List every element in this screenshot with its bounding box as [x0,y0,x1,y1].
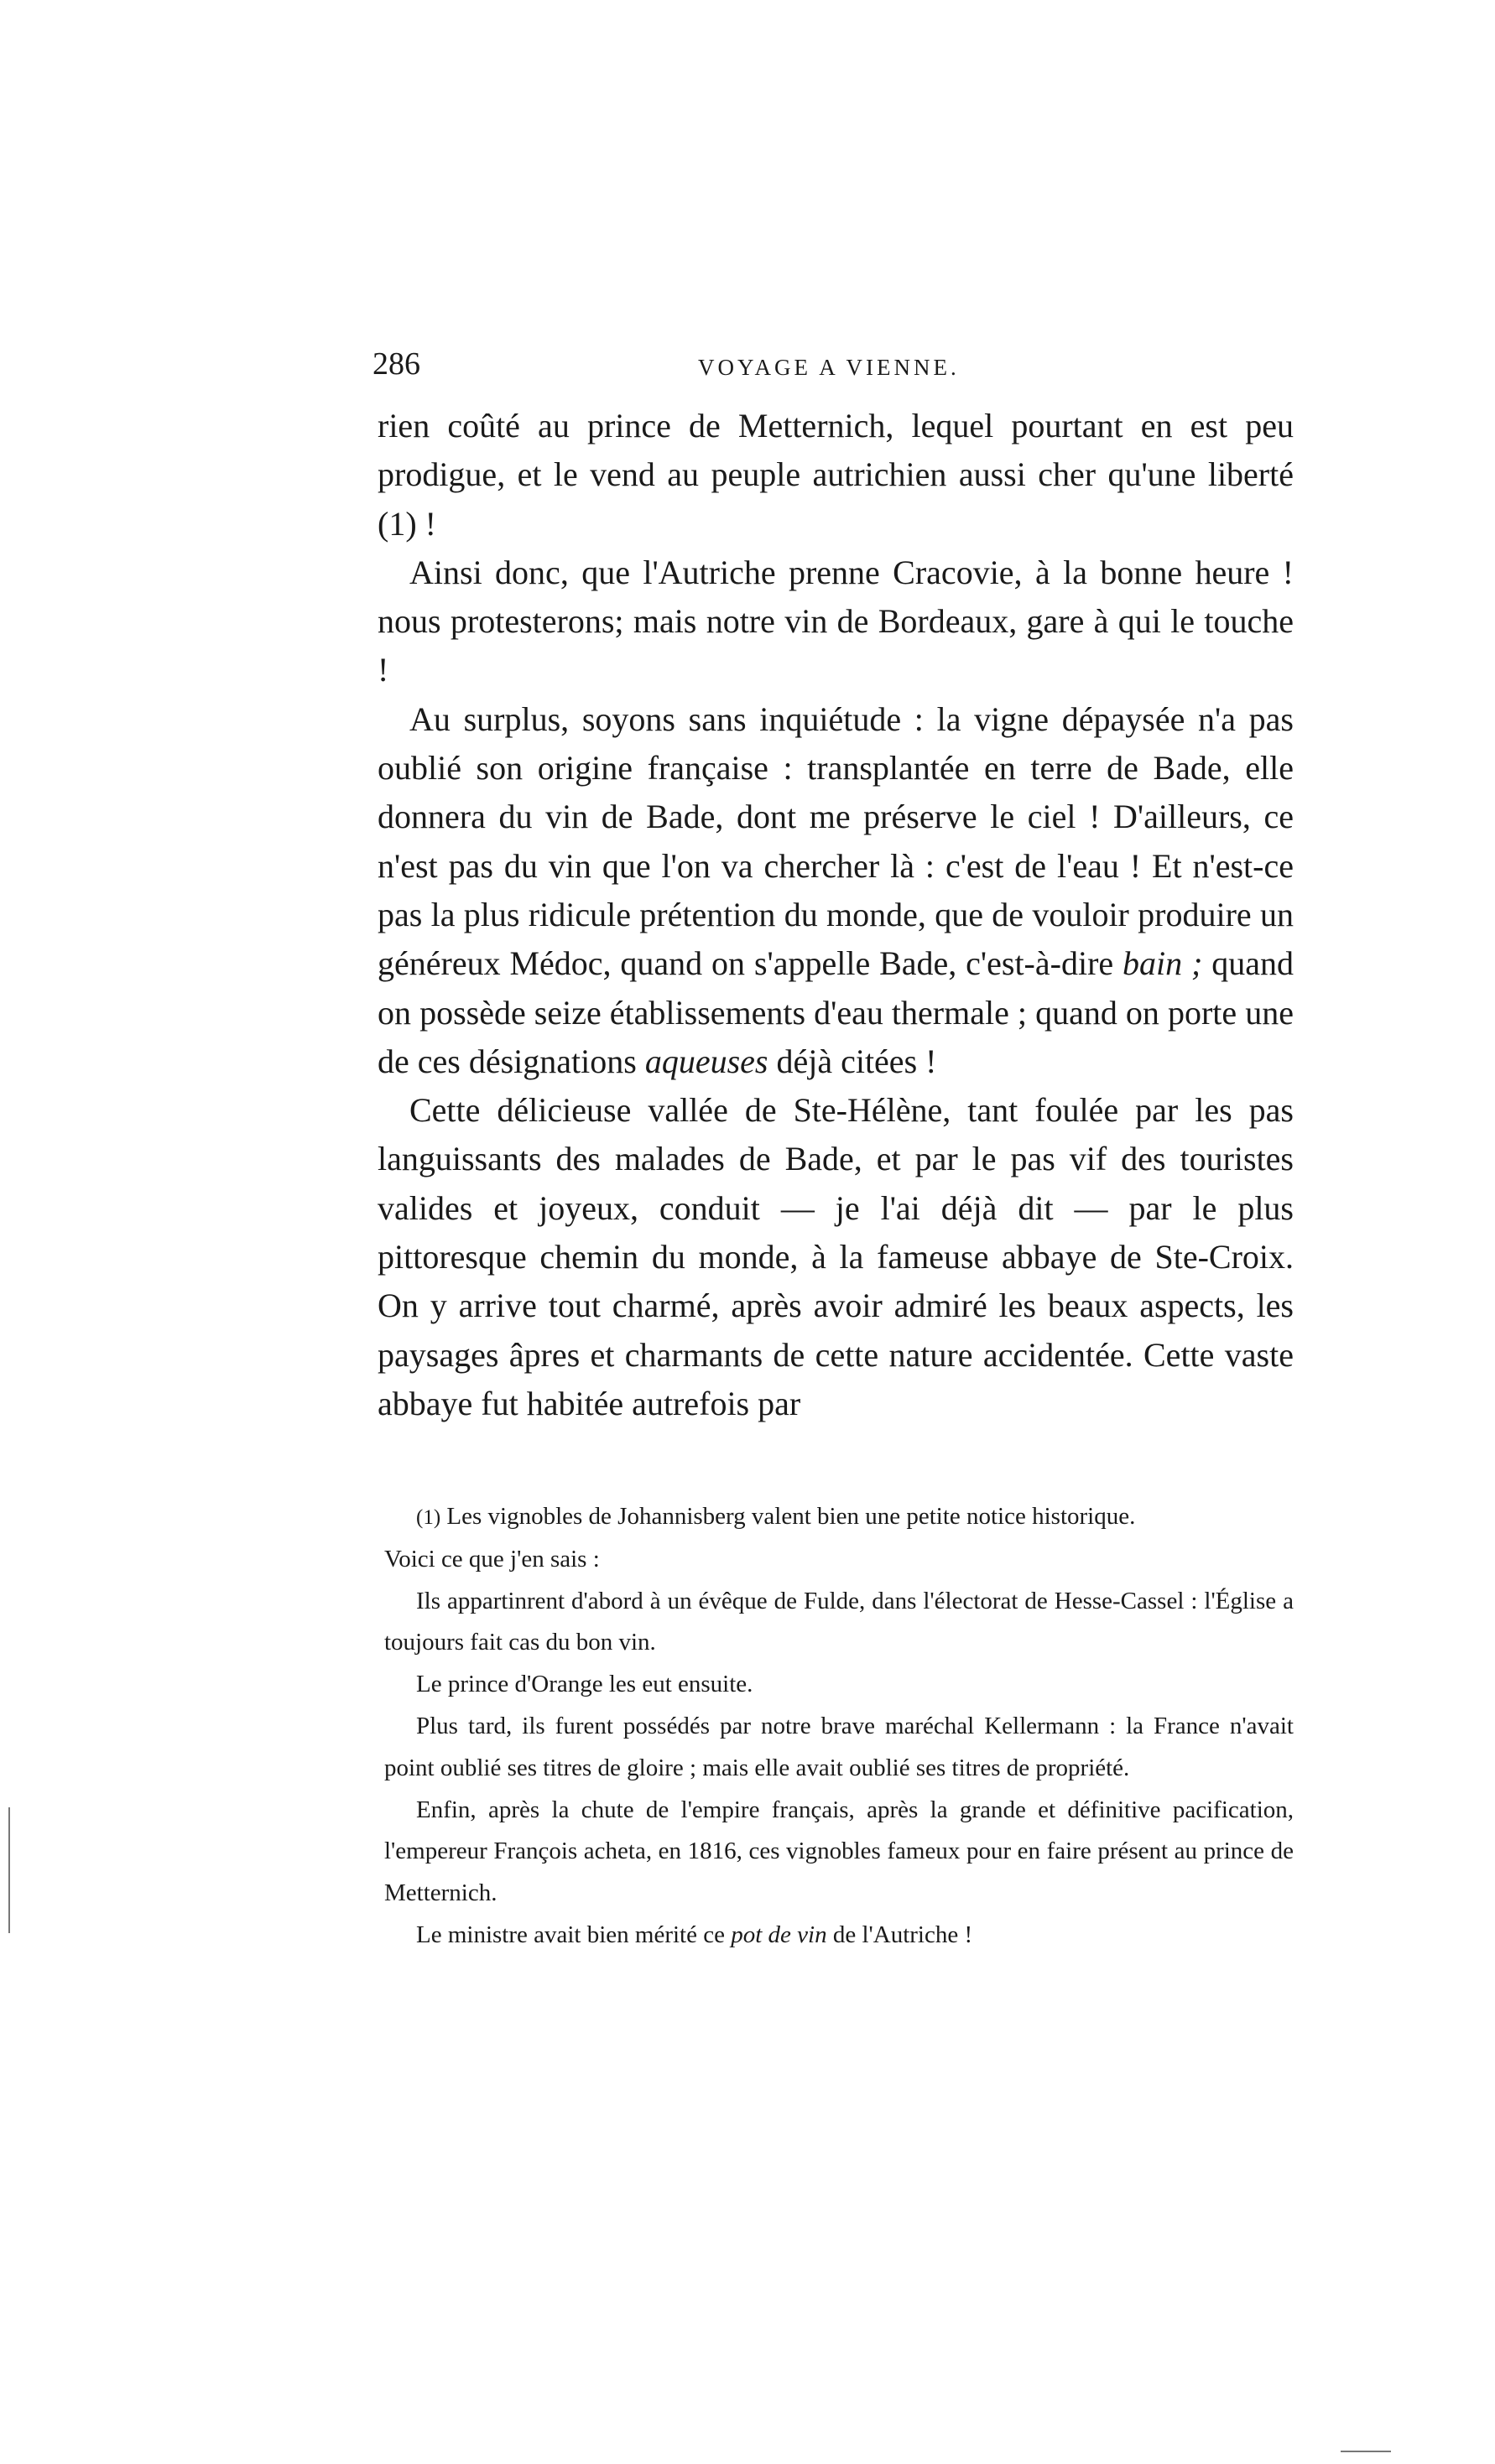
paragraph-3 [378,695,1294,1086]
page-header [372,347,1292,381]
footnote-last-after: de l'Autriche ! [826,1921,973,1948]
footnote-line-1 [384,1496,1294,1539]
paragraph-4: Cette délicieuse vallée de Ste-Hélène, tant foulée par les pas languissants des malades de Bade, et par le pas vif des touristes valides et joyeux, conduit — je l'ai déjà dit — par le plus pittoresque chemin du monde, à la fameuse abbaye de Ste-Croix. On y arrive tout charmé, après avoir admiré les beaux aspects, les paysages âpres et charmants de cette nature accidentée. Cette vaste abbaye fut habitée autrefois par [378,1091,1294,1422]
paragraph-3-part1: Au surplus, soyons sans inquiétude : la vigne dépaysée n'a pas oublié son origine française : transplantée en terre de Bade, elle donnera du vin de Bade, dont me préserve le ciel ! D'ailleurs, ce n'est pas du vin que l'on va chercher là : c'est de l'eau ! Et n'est-ce pas la plus ridicule prétention du monde, que de vouloir produire un généreux Médoc, quand on s'appelle Bade, c'est-à-dire [378,699,1294,983]
footnote-line-1-text: Les vignobles de Johannisberg valent bien une petite notice historique. [446,1503,1136,1530]
paragraph-1: rien coûté au prince de Metternich, lequel pourtant en est peu prodigue, et le vend au peuple autrichien aussi cher qu'une liberté (1) ! [378,407,1294,543]
footnote-line-5: Plus tard, ils furent possédés par notre brave maréchal Kellermann : la France n'avait point oublié ses titres de gloire ; mais elle avait oublié ses titres de propriété. [384,1712,1294,1781]
footnotes [384,1496,1294,1957]
footnote-line-3: Ils appartinrent d'abord à un évêque de Fulde, dans l'électorat de Hesse-Cassel : l'Église a toujours fait cas du bon vin. [384,1587,1294,1656]
paragraph-2: Ainsi donc, que l'Autriche prenne Cracovie, à la bonne heure ! nous protesterons; mais notre vin de Bordeaux, gare à qui le touche ! [378,553,1294,689]
footnote-last-before: Le ministre avait bien mérité ce [416,1921,732,1948]
bottom-rule [1341,2451,1391,2452]
italic-bain: bain ; [1123,944,1203,983]
page-number: 286 [372,346,420,382]
paragraph-3-part3: déjà citées ! [768,1042,937,1080]
footnote-marker: (1) [416,1506,441,1529]
margin-rule [8,1807,10,1933]
footnote-line-6: Enfin, après la chute de l'empire français, après la grande et définitive pacification, l'empereur François acheta, en 1816, ces vignobles fameux pour en faire présent au prince de Metternich. [384,1796,1294,1907]
paragraph-3-part2: quand on possède seize établissements d'eau thermale ; quand on porte une de ces désignations [378,944,1294,1080]
running-head: VOYAGE A VIENNE. [698,355,960,380]
footnote-line-4: Le prince d'Orange les eut ensuite. [416,1671,753,1698]
italic-pot-de-vin: pot de vin [731,1921,827,1948]
italic-aqueuses: aqueuses [644,1042,768,1080]
footnote-line-2: Voici ce que j'en sais : [384,1545,600,1572]
body-text [378,402,1294,1428]
footnote-line-7 [384,1915,1294,1957]
